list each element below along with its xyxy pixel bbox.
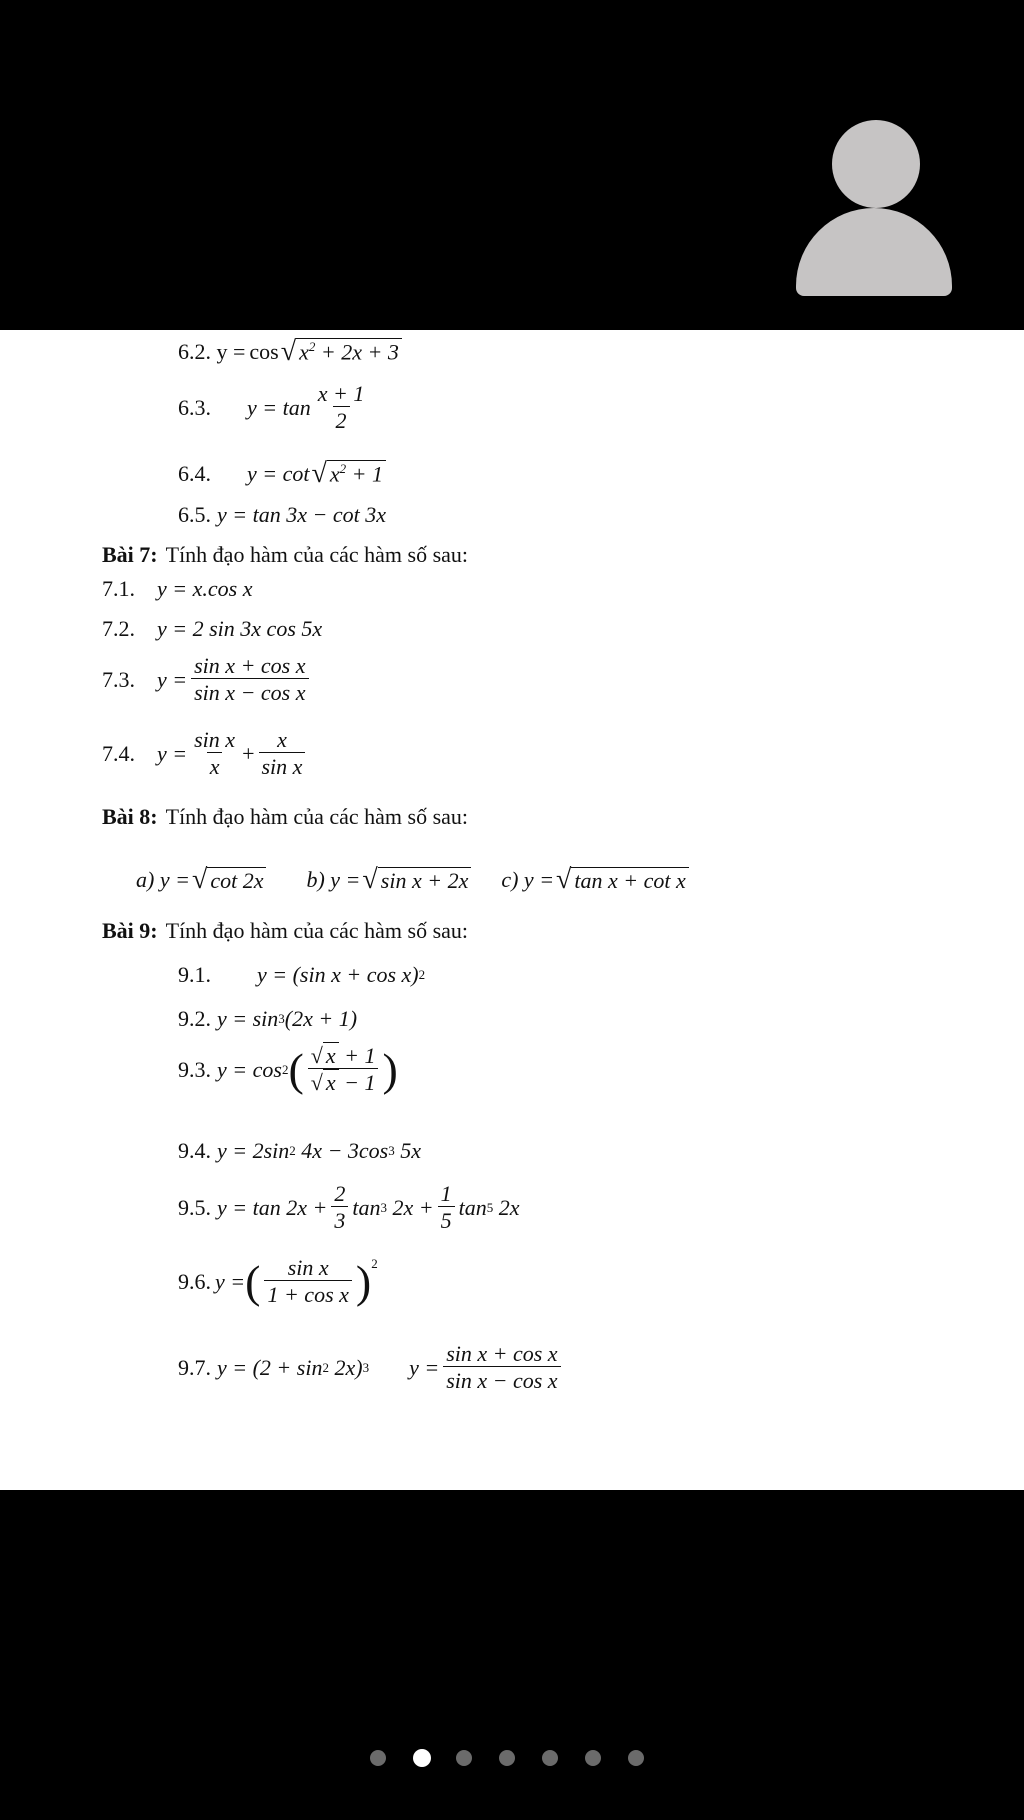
radical-sign: √ — [280, 336, 297, 367]
exercise-6-3 — [178, 382, 371, 433]
expr: y = 2sin — [217, 1138, 290, 1163]
avatar[interactable] — [772, 110, 976, 336]
item-number: 9.7. — [178, 1354, 211, 1380]
item-number: 9.3. — [178, 1056, 211, 1082]
item-number: 9.1. — [178, 962, 211, 987]
exercise-9-5: 9.5. y = tan 2x + $\frac{2}{3}$ tan 3 2x + $\frac{1}{5}$ tan 5 2x — [178, 1181, 520, 1234]
page-indicator — [0, 1750, 1024, 1770]
exercise-9-1 — [178, 962, 425, 988]
numerator: sin x + cos x — [194, 653, 306, 678]
expr: y = — [157, 666, 188, 692]
top-overlay-bar — [0, 0, 1024, 330]
numerator: x — [277, 727, 287, 752]
item-number: 9.6. — [178, 1268, 211, 1294]
exponent: 2 — [371, 1256, 378, 1271]
exercise-7-3 — [102, 654, 313, 705]
radicand: cot 2x — [207, 867, 266, 894]
radical-sign: √ — [556, 864, 572, 895]
expr: y = (sin x + cos x) — [257, 962, 419, 987]
radicand: tan x + cot x — [571, 867, 688, 894]
expr: y = — [157, 740, 188, 766]
expr: cos — [249, 339, 279, 364]
expr: y = cot — [247, 461, 310, 486]
exercise-6-5 — [178, 502, 386, 528]
numerator: sin x — [287, 1255, 329, 1280]
exponent: 3 — [278, 1011, 285, 1026]
part-b: b) y = — [306, 867, 361, 892]
left-paren: ( — [245, 1255, 261, 1307]
right-paren: ) — [382, 1043, 398, 1095]
fraction — [308, 1044, 379, 1095]
fraction — [264, 1256, 351, 1307]
plus-sign: + — [242, 740, 255, 766]
section-bai-9 — [102, 918, 468, 944]
fraction — [443, 1342, 560, 1393]
denominator: √ x − 1 — [308, 1068, 379, 1095]
expr: y = x.cos x — [157, 576, 253, 601]
exercise-9-4: 9.4. y = 2sin 2 4x − 3cos 3 5x — [178, 1138, 421, 1163]
denominator: sin x — [259, 752, 306, 779]
expr: y = cos — [217, 1056, 282, 1082]
part-a: a) y = — [136, 867, 190, 892]
item-number: 6.5. — [178, 502, 211, 527]
denominator: sin x − cos x — [191, 678, 308, 705]
expr-rhs: y = — [409, 1354, 440, 1380]
item-number: 7.4. — [102, 740, 135, 766]
item-number: 7.2. — [102, 616, 135, 641]
denominator: 2 — [333, 406, 350, 433]
page-dot-4[interactable] — [499, 1750, 515, 1766]
exercise-7-4 — [102, 728, 309, 779]
item-number: 6.2. y = — [178, 339, 246, 364]
expr: y = 2 sin 3x cos 5x — [157, 616, 323, 641]
section-bai-7 — [102, 542, 468, 568]
numerator: sin x + cos x — [446, 1341, 558, 1366]
expr: y = — [215, 1268, 246, 1294]
item-number: 9.5. — [178, 1194, 211, 1220]
exponent: 2 — [281, 1061, 289, 1077]
fraction — [315, 382, 368, 433]
exponent: 2 — [418, 967, 426, 982]
section-text: Tính đạo hàm của các hàm số sau: — [165, 918, 469, 943]
denominator: 1 + cos x — [264, 1280, 351, 1307]
item-number: 9.4. — [178, 1138, 211, 1163]
expr: y = sin — [217, 1006, 279, 1031]
section-text: Tính đạo hàm của các hàm số sau: — [165, 542, 469, 567]
section-title: Bài 9: — [102, 918, 158, 943]
item-number: 9.2. — [178, 1006, 211, 1031]
exercise-9-2: 9.2. y = sin 3 (2x + 1) — [178, 1006, 358, 1031]
item-number: 6.3. — [178, 394, 211, 420]
radical-sign: √ — [362, 864, 378, 895]
page-dot-7[interactable] — [628, 1750, 644, 1766]
exercise-6-4 — [178, 458, 386, 490]
numerator: √ x + 1 — [310, 1043, 376, 1068]
numerator: x + 1 — [317, 381, 365, 406]
left-paren: ( — [288, 1043, 304, 1095]
document-page — [0, 330, 1024, 1490]
page-dot-2[interactable] — [413, 1749, 431, 1767]
section-text: Tính đạo hàm của các hàm số sau: — [165, 804, 469, 829]
exercise-6-2 — [178, 336, 402, 368]
expr: y = tan 3x − cot 3x — [217, 502, 386, 527]
expr: y = tan 2x + — [217, 1194, 328, 1220]
section-title: Bài 7: — [102, 542, 158, 567]
exercise-8 — [136, 864, 689, 896]
section-bai-8 — [102, 804, 468, 830]
fraction — [191, 728, 238, 779]
right-paren: ) — [355, 1255, 372, 1307]
page-dot-3[interactable] — [456, 1750, 472, 1766]
radical-sign: √ — [311, 458, 327, 489]
section-title: Bài 8: — [102, 804, 158, 829]
fraction: $\frac{2}{3}$ — [331, 1182, 348, 1233]
fraction — [259, 728, 306, 779]
person-avatar-icon — [832, 120, 920, 208]
exercise-7-2 — [102, 616, 322, 642]
exponent: 2 — [289, 1143, 296, 1158]
page-dot-1[interactable] — [370, 1750, 386, 1766]
item-number: 7.1. — [102, 576, 135, 601]
exercise-7-1 — [102, 576, 252, 602]
expr: y = tan — [247, 394, 311, 420]
page-dot-6[interactable] — [585, 1750, 601, 1766]
radicand: $x^2 + 1$ — [327, 460, 386, 487]
fraction: $\frac{1}{5}$ — [438, 1182, 455, 1233]
fraction — [191, 654, 308, 705]
item-number: 7.3. — [102, 666, 135, 692]
person-avatar-body — [796, 208, 952, 296]
exercise-9-3 — [178, 1044, 398, 1095]
radical-sign: √ — [191, 864, 208, 895]
numerator: sin x — [194, 727, 236, 752]
item-number: 6.4. — [178, 461, 211, 486]
exercise-9-7: 9.7. y = (2 + sin 2 2x) 3 y = $\frac{\text{sin x + cos x}}{\text{sin x − cos x}}$ — [178, 1342, 565, 1393]
denominator: x — [207, 752, 223, 779]
radicand: sin x + 2x — [378, 867, 472, 894]
page-dot-5[interactable] — [542, 1750, 558, 1766]
radicand: $x^2 + 2x + 3$ — [296, 338, 402, 365]
denominator: sin x − cos x — [443, 1366, 560, 1393]
exercise-9-6 — [178, 1256, 378, 1307]
bottom-overlay-bar — [0, 1490, 1024, 1820]
part-c: c) y = — [501, 867, 555, 892]
expr: y = (2 + sin — [217, 1354, 323, 1380]
